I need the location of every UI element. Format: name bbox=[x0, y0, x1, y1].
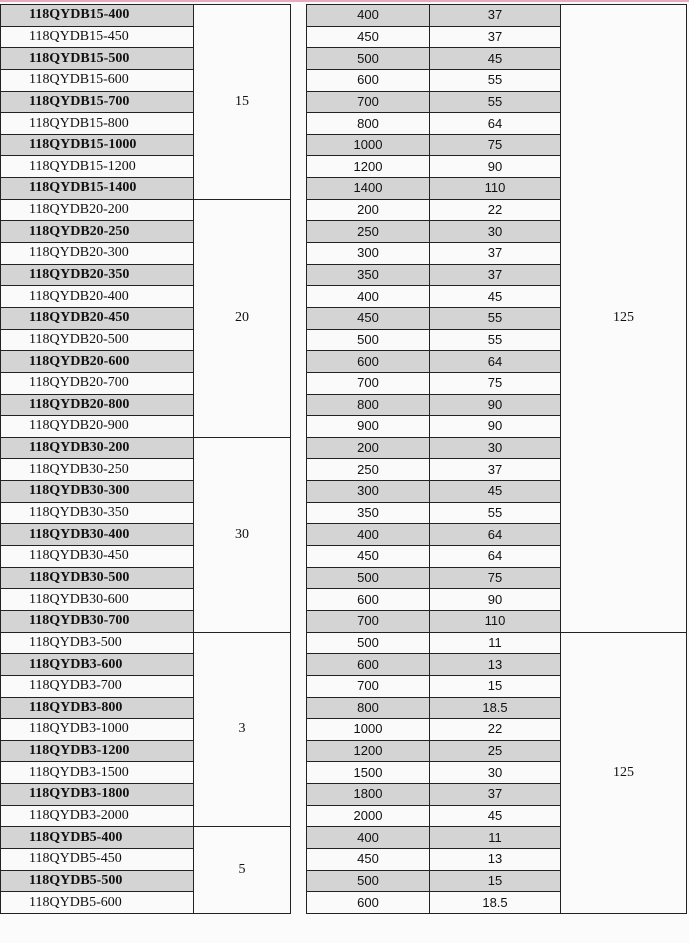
head-cell: 2000 bbox=[307, 805, 430, 827]
head-cell: 1000 bbox=[307, 134, 430, 156]
model-cell: 118QYDB20-450 bbox=[1, 307, 194, 329]
table-row bbox=[1, 5, 687, 27]
model-cell: 118QYDB30-400 bbox=[1, 524, 194, 546]
model-cell: 118QYDB30-300 bbox=[1, 481, 194, 503]
power-cell: 90 bbox=[430, 589, 561, 611]
model-cell: 118QYDB20-200 bbox=[1, 199, 194, 221]
head-cell: 450 bbox=[307, 307, 430, 329]
power-cell: 11 bbox=[430, 827, 561, 849]
head-cell: 600 bbox=[307, 69, 430, 91]
head-cell: 400 bbox=[307, 827, 430, 849]
column-gap bbox=[291, 632, 307, 827]
power-cell: 55 bbox=[430, 502, 561, 524]
head-cell: 200 bbox=[307, 437, 430, 459]
power-cell: 22 bbox=[430, 719, 561, 741]
model-cell: 118QYDB15-1400 bbox=[1, 178, 194, 200]
head-cell: 250 bbox=[307, 221, 430, 243]
model-cell: 118QYDB15-700 bbox=[1, 91, 194, 113]
head-cell: 1000 bbox=[307, 719, 430, 741]
model-cell: 118QYDB15-1000 bbox=[1, 134, 194, 156]
power-cell: 15 bbox=[430, 675, 561, 697]
column-gap bbox=[291, 199, 307, 437]
model-cell: 118QYDB15-500 bbox=[1, 48, 194, 70]
model-cell: 118QYDB20-250 bbox=[1, 221, 194, 243]
head-cell: 400 bbox=[307, 524, 430, 546]
power-cell: 55 bbox=[430, 307, 561, 329]
power-cell: 22 bbox=[430, 199, 561, 221]
head-cell: 500 bbox=[307, 870, 430, 892]
power-cell: 55 bbox=[430, 69, 561, 91]
power-cell: 13 bbox=[430, 654, 561, 676]
power-cell: 64 bbox=[430, 546, 561, 568]
head-cell: 800 bbox=[307, 113, 430, 135]
column-gap bbox=[291, 5, 307, 200]
head-cell: 350 bbox=[307, 264, 430, 286]
head-cell: 350 bbox=[307, 502, 430, 524]
head-cell: 500 bbox=[307, 329, 430, 351]
power-cell: 55 bbox=[430, 329, 561, 351]
power-cell: 64 bbox=[430, 351, 561, 373]
head-cell: 400 bbox=[307, 5, 430, 27]
shaft-cell: 125 bbox=[561, 632, 687, 913]
power-cell: 75 bbox=[430, 372, 561, 394]
head-cell: 450 bbox=[307, 26, 430, 48]
power-cell: 30 bbox=[430, 221, 561, 243]
model-cell: 118QYDB20-600 bbox=[1, 351, 194, 373]
head-cell: 450 bbox=[307, 546, 430, 568]
power-cell: 55 bbox=[430, 91, 561, 113]
model-cell: 118QYDB15-600 bbox=[1, 69, 194, 91]
head-cell: 1200 bbox=[307, 740, 430, 762]
model-cell: 118QYDB3-500 bbox=[1, 632, 194, 654]
power-cell: 64 bbox=[430, 113, 561, 135]
head-cell: 500 bbox=[307, 48, 430, 70]
power-cell: 13 bbox=[430, 848, 561, 870]
column-gap bbox=[291, 827, 307, 914]
model-cell: 118QYDB30-350 bbox=[1, 502, 194, 524]
model-cell: 118QYDB20-700 bbox=[1, 372, 194, 394]
head-cell: 1800 bbox=[307, 784, 430, 806]
model-cell: 118QYDB20-350 bbox=[1, 264, 194, 286]
head-cell: 1500 bbox=[307, 762, 430, 784]
flow-cell: 20 bbox=[194, 199, 291, 437]
model-cell: 118QYDB15-400 bbox=[1, 5, 194, 27]
head-cell: 600 bbox=[307, 589, 430, 611]
power-cell: 37 bbox=[430, 264, 561, 286]
head-cell: 700 bbox=[307, 675, 430, 697]
model-cell: 118QYDB3-1000 bbox=[1, 719, 194, 741]
power-cell: 45 bbox=[430, 805, 561, 827]
head-cell: 900 bbox=[307, 416, 430, 438]
model-cell: 118QYDB3-600 bbox=[1, 654, 194, 676]
pump-spec-table bbox=[0, 4, 687, 914]
head-cell: 600 bbox=[307, 351, 430, 373]
model-cell: 118QYDB3-1200 bbox=[1, 740, 194, 762]
model-cell: 118QYDB30-700 bbox=[1, 610, 194, 632]
model-cell: 118QYDB30-450 bbox=[1, 546, 194, 568]
model-cell: 118QYDB15-1200 bbox=[1, 156, 194, 178]
power-cell: 90 bbox=[430, 416, 561, 438]
head-cell: 1200 bbox=[307, 156, 430, 178]
head-cell: 450 bbox=[307, 848, 430, 870]
flow-cell: 30 bbox=[194, 437, 291, 632]
model-cell: 118QYDB3-2000 bbox=[1, 805, 194, 827]
flow-cell: 3 bbox=[194, 632, 291, 827]
power-cell: 11 bbox=[430, 632, 561, 654]
head-cell: 600 bbox=[307, 654, 430, 676]
model-cell: 118QYDB3-1500 bbox=[1, 762, 194, 784]
head-cell: 400 bbox=[307, 286, 430, 308]
model-cell: 118QYDB3-1800 bbox=[1, 784, 194, 806]
head-cell: 200 bbox=[307, 199, 430, 221]
power-cell: 45 bbox=[430, 48, 561, 70]
head-cell: 700 bbox=[307, 610, 430, 632]
power-cell: 90 bbox=[430, 156, 561, 178]
model-cell: 118QYDB20-400 bbox=[1, 286, 194, 308]
head-cell: 700 bbox=[307, 372, 430, 394]
power-cell: 45 bbox=[430, 481, 561, 503]
model-cell: 118QYDB20-900 bbox=[1, 416, 194, 438]
head-cell: 700 bbox=[307, 91, 430, 113]
model-cell: 118QYDB15-450 bbox=[1, 26, 194, 48]
model-cell: 118QYDB15-800 bbox=[1, 113, 194, 135]
model-cell: 118QYDB30-500 bbox=[1, 567, 194, 589]
power-cell: 110 bbox=[430, 610, 561, 632]
power-cell: 15 bbox=[430, 870, 561, 892]
power-cell: 75 bbox=[430, 567, 561, 589]
model-cell: 118QYDB3-700 bbox=[1, 675, 194, 697]
power-cell: 25 bbox=[430, 740, 561, 762]
pump-spec-table-body bbox=[1, 5, 687, 914]
model-cell: 118QYDB5-500 bbox=[1, 870, 194, 892]
table-row bbox=[1, 632, 687, 654]
model-cell: 118QYDB20-800 bbox=[1, 394, 194, 416]
model-cell: 118QYDB5-450 bbox=[1, 848, 194, 870]
flow-cell: 15 bbox=[194, 5, 291, 200]
flow-cell: 5 bbox=[194, 827, 291, 914]
power-cell: 75 bbox=[430, 134, 561, 156]
head-cell: 300 bbox=[307, 243, 430, 265]
column-gap bbox=[291, 437, 307, 632]
model-cell: 118QYDB20-500 bbox=[1, 329, 194, 351]
spec-table-page bbox=[0, 4, 689, 914]
power-cell: 64 bbox=[430, 524, 561, 546]
power-cell: 110 bbox=[430, 178, 561, 200]
model-cell: 118QYDB30-600 bbox=[1, 589, 194, 611]
head-cell: 1400 bbox=[307, 178, 430, 200]
model-cell: 118QYDB30-250 bbox=[1, 459, 194, 481]
model-cell: 118QYDB30-200 bbox=[1, 437, 194, 459]
model-cell: 118QYDB5-400 bbox=[1, 827, 194, 849]
power-cell: 18.5 bbox=[430, 697, 561, 719]
power-cell: 30 bbox=[430, 762, 561, 784]
power-cell: 37 bbox=[430, 26, 561, 48]
head-cell: 250 bbox=[307, 459, 430, 481]
power-cell: 45 bbox=[430, 286, 561, 308]
head-cell: 600 bbox=[307, 892, 430, 914]
head-cell: 800 bbox=[307, 697, 430, 719]
shaft-cell: 125 bbox=[561, 5, 687, 633]
power-cell: 37 bbox=[430, 5, 561, 27]
model-cell: 118QYDB3-800 bbox=[1, 697, 194, 719]
head-cell: 500 bbox=[307, 567, 430, 589]
power-cell: 37 bbox=[430, 784, 561, 806]
top-edge-line bbox=[0, 0, 689, 2]
head-cell: 300 bbox=[307, 481, 430, 503]
power-cell: 37 bbox=[430, 243, 561, 265]
power-cell: 30 bbox=[430, 437, 561, 459]
power-cell: 37 bbox=[430, 459, 561, 481]
power-cell: 90 bbox=[430, 394, 561, 416]
model-cell: 118QYDB5-600 bbox=[1, 892, 194, 914]
model-cell: 118QYDB20-300 bbox=[1, 243, 194, 265]
power-cell: 18.5 bbox=[430, 892, 561, 914]
head-cell: 800 bbox=[307, 394, 430, 416]
head-cell: 500 bbox=[307, 632, 430, 654]
